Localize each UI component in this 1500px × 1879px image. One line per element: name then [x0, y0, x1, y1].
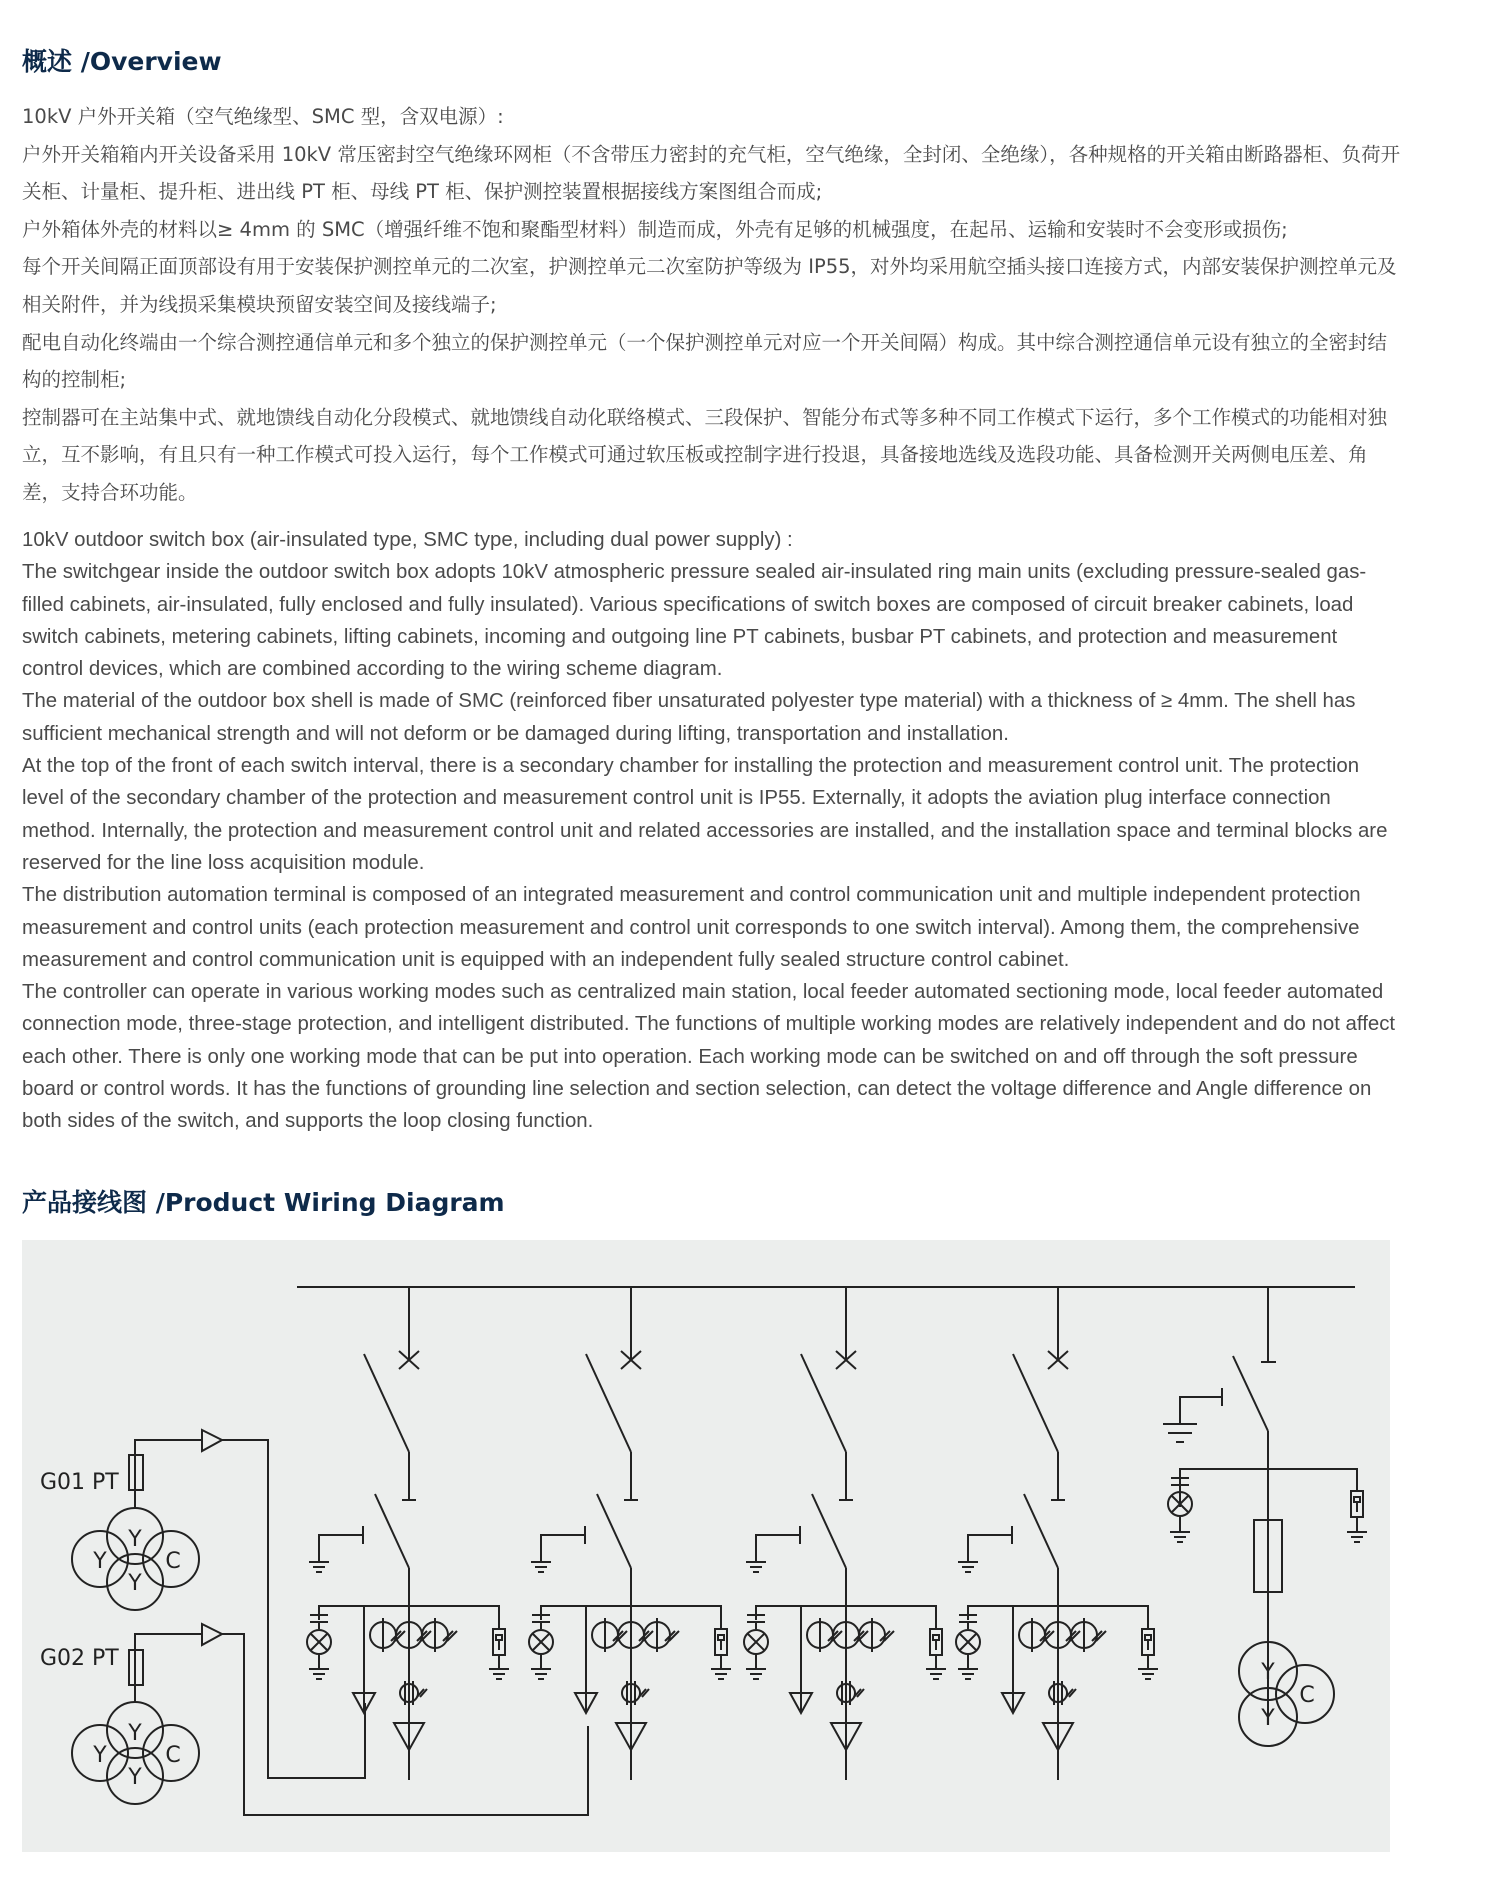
winding-label-c: C — [1299, 1683, 1315, 1708]
cn-paragraph: 户外开关箱箱内开关设备采用 10kV 常压密封空气绝缘环网柜（不含带压力密封的充气柜，空气绝缘，全封闭、全绝缘），各种规格的开关箱由断路器柜、负荷开关柜、计量柜、提升柜、进出线 PT 柜、母线 PT 柜、保护测控装置根据接线方案图组合而成; — [22, 142, 1401, 204]
overview-english-text — [22, 524, 1402, 1138]
en-paragraph: The controller can operate in various working modes such as centralized main station, local feeder automated sectioning mode, local feeder automated connection mode, three-stage protection, and intelligent distributed. The functions of multiple working modes are relatively independent and do not affect each other. There is only one working mode that can be put into operation. Each working mode can be switched on and off through the soft pressure board or control words. It has the functions of grounding line selection and section selection, can detect the voltage difference and Angle difference on both sides of the switch, and supports the loop closing function. — [22, 981, 1396, 1133]
en-paragraph: The material of the outdoor box shell is made of SMC (reinforced fiber unsaturated polyester type material) with a thickness of ≥ 4mm. The shell has sufficient mechanical strength and will not deform or be damaged during lifting, transportation and installation. — [22, 690, 1356, 745]
winding-label-y: Y — [128, 1527, 142, 1552]
winding-label-y: Y — [93, 1743, 107, 1768]
winding-label-y: Y — [1261, 1660, 1275, 1685]
en-paragraph: The distribution automation terminal is composed of an integrated measurement and control communication unit and multiple independent protection measurement and control units (each protection measurement and control unit corresponds to one switch interval). Among them, the comprehensive measurement and control communication unit is equipped with an independent fully sealed structure control cabinet. — [22, 884, 1361, 971]
winding-label-y: Y — [1261, 1706, 1275, 1731]
winding-label-c: C — [165, 1549, 181, 1574]
cn-paragraph: 配电自动化终端由一个综合测控通信单元和多个独立的保护测控单元（一个保护测控单元对应一个开关间隔）构成。其中综合测控通信单元设有独立的全密封结构的控制柜; — [22, 330, 1388, 392]
cn-paragraph: 每个开关间隔正面顶部设有用于安装保护测控单元的二次室，护测控单元二次室防护等级为 IP55，对外均采用航空插头接口连接方式，内部安装保护测控单元及相关附件，并为线损采集模块预留安装空间及接线端子; — [22, 255, 1397, 316]
winding-label-y: Y — [93, 1549, 107, 1574]
pt-label: G02 PT — [40, 1646, 119, 1671]
en-paragraph: At the top of the front of each switch interval, there is a secondary chamber for installing the protection and measurement control unit. The protection level of the secondary chamber of the protection and measurement control unit is IP55. Externally, it adopts the aviation plug interface connection method. Internally, the protection and measurement control unit and related accessories are installed, and the installation space and terminal blocks are reserved for the line loss acquisition module. — [22, 755, 1388, 874]
cn-paragraph: 户外箱体外壳的材料以≥ 4mm 的 SMC（增强纤维不饱和聚酯型材料）制造而成，外壳有足够的机械强度，在起吊、运输和安装时不会变形或损伤; — [22, 217, 1288, 241]
wiring-diagram-panel — [22, 1240, 1390, 1852]
en-paragraph: 10kV outdoor switch box (air-insulated type, SMC type, including dual power supply) : — [22, 529, 793, 551]
winding-label-y: Y — [128, 1721, 142, 1746]
cn-paragraph: 10kV 户外开关箱（空气绝缘型、SMC 型，含双电源）: — [22, 105, 504, 128]
overview-chinese-text — [22, 98, 1402, 512]
winding-label-c: C — [165, 1743, 181, 1768]
wiring-diagram-heading: 产品接线图 /Product Wiring Diagram — [22, 1188, 505, 1217]
pt-label: G01 PT — [40, 1470, 119, 1495]
en-paragraph: The switchgear inside the outdoor switch box adopts 10kV atmospheric pressure sealed air-insulated ring main units (excluding pressure-sealed gas-filled cabinets, air-insulated, fully enclosed and fully insulated). Various specifications of switch boxes are composed of circuit breaker cabinets, load switch cabinets, metering cabinets, lifting cabinets, incoming and outgoing line PT cabinets, busbar PT cabinets, and protection and measurement control devices, which are combined according to the wiring scheme diagram. — [22, 561, 1367, 681]
overview-heading: 概述 /Overview — [22, 47, 222, 76]
winding-label-y: Y — [128, 1571, 142, 1596]
cn-paragraph: 控制器可在主站集中式、就地馈线自动化分段模式、就地馈线自动化联络模式、三段保护、智能分布式等多种不同工作模式下运行，多个工作模式的功能相对独立，互不影响，有且只有一种工作模式可投入运行，每个工作模式可通过软压板或控制字进行投退，具备接地选线及选段功能、具备检测开关两侧电压差、角差，支持合环功能。 — [22, 405, 1388, 504]
winding-label-y: Y — [128, 1765, 142, 1790]
